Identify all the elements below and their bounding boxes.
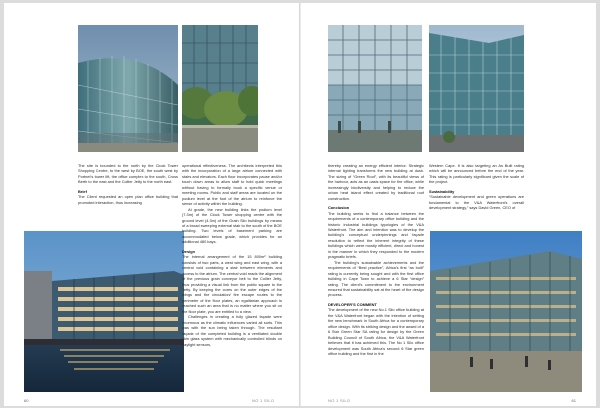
body-paragraph: The building seeks to find a balance between the requirements of a contemporary office building and the historic industrial buildings typologies of the V&A Waterfront. The aim and intention was to develop the building’s conceptual underpinnings and façade resolution to reflect the inherent integrity of these buildings which were mostly efficient, direct and honest in the manner in which they responded to the modern pragmatic briefs. xyxy=(328,210,424,260)
heading-developers-comment: DEVELOPER’S COMMENT xyxy=(328,301,377,307)
body-paragraph: thereby creating an energy efficient interior. Strategic internal lighting transforms the new building at dusk. The sizing of “Green Roof”, with its beautiful views of the harbour, acts as an oasis space for the office, while increasingly biodiversity and helping to reduce the urban heat island effect created by traditional roof construction. xyxy=(328,163,424,201)
body-paragraph: The building’s sustainable achievements and the requirements of “Best practice”, Africa’s first “as built” rating is currently being sought and with the first office building in Cape Town to achieve a 6 Star “design” rating. The client’s commitment to the environment ensured that sustainability sat at the heart of the design process. xyxy=(328,259,424,298)
body-paragraph: Western Cape. It is also targeting an As Built rating which will be announced before the end of the year. This rating is particularly significant given the scale of the project. xyxy=(429,163,524,185)
body-paragraph: At grade, the new building links the podium level (7.3m) of the Clock Tower shopping centre with the ground level (4.3m) of the Grain Silo buildings by means of a broad sweeping external stair to the south of the BOE building. Two levels of basement parking are accommodated below grade, which provides for an additional 480 bays. xyxy=(182,206,282,245)
body-paragraph: The internal arrangement of the 15 800m² building consists of two parts, a west wing and east wing, with a central void containing a stair between elements and access to the atrium. The central void reads the alignment of the previous grain conveyor belt to the Collier Jetty, thus providing a visual link from the public square to the Jetty. By keeping the cores on the outer edges of the wings and the circulation/ fire escape routes to the perimeter of the floor plates, an egalitarian approach is reached such an area that is no matter where you sit on the floor plate, you are entitled to a view. xyxy=(182,254,282,314)
magazine-spread xyxy=(4,3,596,406)
left-page-column-2 xyxy=(182,163,282,347)
body-paragraph: operational effectiveness. The architects interpreted this with the incorporation of a large atrium connected with stairs and elevators. Each floor incorporates pause and/or touch down areas to allow staff to hold quick meetings without having to formally book a specific venue or meeting rooms. Public and staff areas are located on the podium level at the foot of the atrium to reinforce the sense of activity within the building. xyxy=(182,163,282,207)
photo-harbour-building-night xyxy=(24,231,184,392)
page-number-left: 60 xyxy=(24,398,29,403)
photo-building-with-people xyxy=(430,231,582,392)
body-paragraph: The site is bounded to the north by the Clock Tower Shopping Centre, to the west by BOE, the south west by Portnet’s tower lift, the office complex to the south, Cross Berth to the east and the Collier Jetty to the north east. xyxy=(78,163,178,185)
photo-glass-facade-curve xyxy=(78,25,178,152)
body-paragraph: The Client requested an open plan office building that promoted interaction, thus increasing xyxy=(78,194,178,205)
heading-conclusion: Conclusion xyxy=(328,205,350,211)
body-paragraph: “Sustainable development and green operations are fundamental to the V&A Waterfront’s overall development strategy,” says David Green, CEO of xyxy=(429,194,524,211)
heading-design: Design xyxy=(182,248,195,254)
running-footer-left: NO 1 SILO xyxy=(252,398,275,403)
heading-brief: Brief xyxy=(78,188,87,194)
photo-facade-with-trees xyxy=(182,25,258,152)
page-number-right: 61 xyxy=(571,398,576,403)
right-page-column-2 xyxy=(429,163,524,211)
body-paragraph: The development of the new No.1 Silo office building at the V&A Waterfront began with the intention of setting the new benchmark in South Africa for a contemporary office design. With its striking design and the award of a 6 Star Green Star SA rating for design by the Green Building Council of South Africa, the V&A Waterfront believes that it has achieved this. The No 1 Silo office development was South Africa’s second 6 Star green office building and the first in the xyxy=(328,307,424,356)
photo-interior-atrium xyxy=(328,25,422,152)
right-page-column-1 xyxy=(328,163,424,356)
body-paragraph: Challenges in creating a fully glazed façade were enormous as the climatic influences varied all sorts. This was with the sun being taken through. The resultant façade of the completed building is a ventilated double skin glass system with mechanically controlled blinds on daylight sensors, xyxy=(182,314,282,347)
running-footer-right: NO 1 SILO xyxy=(328,398,351,403)
left-page-column-1 xyxy=(78,163,178,205)
photo-glass-corner xyxy=(429,25,524,152)
spread-gutter xyxy=(299,3,301,406)
heading-sustainability: Sustainability xyxy=(429,188,455,194)
